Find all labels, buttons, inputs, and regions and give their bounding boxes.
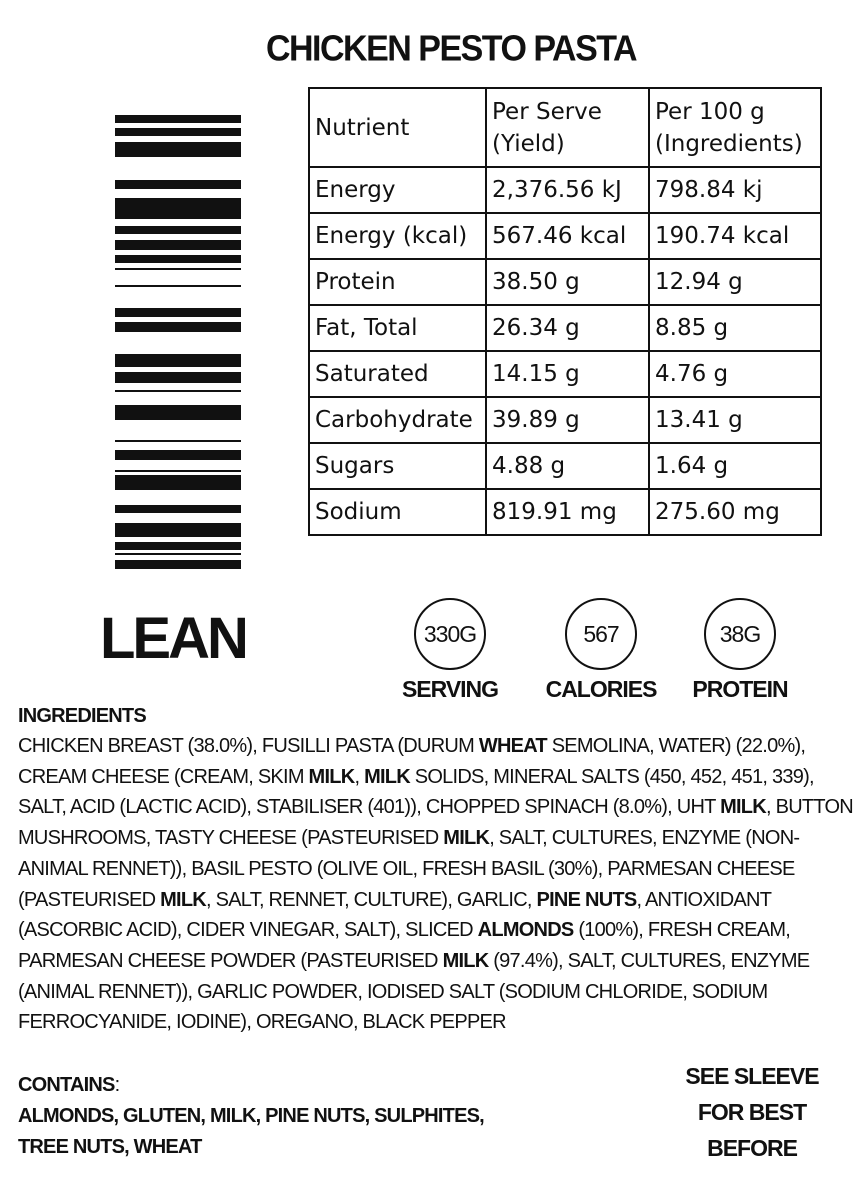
table-cell: Sodium [309, 489, 486, 535]
allergen-list-line: TREE NUTS, WHEAT [18, 1136, 202, 1158]
allergen-statement [18, 1070, 484, 1163]
table-row [309, 443, 821, 489]
table-row [309, 259, 821, 305]
ingredient-text: SOLIDS, MINERAL SALTS (450, 452, 451, 339), SALT, ACID (LACTIC ACID), STABILISER (401)), CHOPPED SPINACH (8.0%), UHT [18, 765, 814, 819]
table-cell: 26.34 g [486, 305, 649, 351]
table-cell: 4.88 g [486, 443, 649, 489]
table-cell: 275.60 mg [649, 489, 821, 535]
best-before-note [668, 1058, 836, 1166]
table-cell: Energy [309, 167, 486, 213]
stat-label: CALORIES [545, 676, 657, 702]
allergen-highlight: WHEAT [478, 735, 547, 757]
best-before-line: FOR BEST [697, 1099, 807, 1125]
allergen-highlight: PINE NUTS [536, 888, 637, 911]
ingredient-text: SEMOLINA, WATER) (22.0%), CREAM CHEESE (CREAM, SKIM [18, 735, 806, 788]
allergen-highlight: MILK [442, 949, 489, 972]
ingredient-text: (97.4%), SALT, CULTURES, ENZYME (ANIMAL RENNET)), GARLIC POWDER, IODISED SALT (SODIUM CHLORIDE, SODIUM FERROCYANIDE, IODINE), OREGANO, BLACK PEPPER [18, 949, 810, 1034]
table-cell: 38.50 g [486, 259, 649, 305]
ingredients-text [18, 731, 858, 1038]
table-cell: 14.15 g [486, 351, 649, 397]
table-cell: 190.74 kcal [649, 213, 821, 259]
table-cell: Energy (kcal) [309, 213, 486, 259]
table-cell: 39.89 g [486, 397, 649, 443]
table-cell: 798.84 kj [649, 167, 821, 213]
table-cell: 12.94 g [649, 259, 821, 305]
table-cell: 1.64 g [649, 443, 821, 489]
allergen-highlight: MILK [720, 796, 766, 819]
contains-colon: : [114, 1074, 120, 1096]
table-row [309, 489, 821, 535]
ingredient-text: CHICKEN BREAST (38.0%), FUSILLI PASTA (DURUM [18, 735, 479, 757]
allergen-highlight: MILK [308, 765, 355, 788]
table-cell: 4.76 g [649, 351, 821, 397]
stat-value: 38G [704, 598, 776, 670]
table-row [309, 351, 821, 397]
allergen-highlight: MILK [160, 888, 207, 911]
stat-label: PROTEIN [692, 676, 788, 702]
table-header-row [309, 88, 821, 167]
best-before-line: SEE SLEEVE [685, 1063, 819, 1089]
product-title: CHICKEN PESTO PASTA [265, 29, 637, 69]
header-cell: Per 100 g (Ingredients) [649, 88, 821, 167]
ingredient-text: , ANTIOXIDANT (ASCORBIC ACID), CIDER VINEGAR, SALT), SLICED [18, 888, 771, 942]
table-cell: Protein [309, 259, 486, 305]
table-cell: 8.85 g [649, 305, 821, 351]
table-cell: Fat, Total [309, 305, 486, 351]
stat-serving [380, 598, 520, 703]
table-row [309, 305, 821, 351]
stat-protein [670, 598, 810, 703]
table-cell: 13.41 g [649, 397, 821, 443]
ingredient-text: (100%), FRESH CREAM, PARMESAN CHEESE POWDER (PASTEURISED [18, 919, 791, 972]
header-cell: Per Serve (Yield) [486, 88, 649, 167]
table-row [309, 397, 821, 443]
best-before-line: BEFORE [707, 1135, 797, 1161]
stat-calories [531, 598, 671, 703]
allergen-highlight: ALMONDS [477, 919, 574, 942]
stat-value: 567 [565, 598, 637, 670]
header-cell: Nutrient [309, 88, 486, 167]
stat-label: SERVING [401, 676, 499, 702]
table-cell: 567.46 kcal [486, 213, 649, 259]
table-cell: Saturated [309, 351, 486, 397]
table-row [309, 213, 821, 259]
ingredient-text: , SALT, CULTURES, ENZYME (NON-ANIMAL RENNET)), BASIL PESTO (OLIVE OIL, FRESH BASIL (30%), PARMESAN CHEESE (PASTEURISED [18, 827, 800, 911]
barcode-graphic [115, 110, 241, 575]
table-cell: 819.91 mg [486, 489, 649, 535]
table-cell: Carbohydrate [309, 397, 486, 443]
table-cell: 2,376.56 kJ [486, 167, 649, 213]
stat-value: 330G [414, 598, 486, 670]
allergen-highlight: MILK [443, 827, 490, 850]
ingredients-heading: INGREDIENTS [18, 705, 146, 727]
table-row [309, 167, 821, 213]
ingredient-text: , [354, 765, 365, 788]
contains-label: CONTAINS [18, 1074, 115, 1096]
brand-logo: LEAN [100, 606, 246, 671]
ingredient-text: , BUTTON MUSHROOMS, TASTY CHEESE (PASTEURISED [18, 796, 853, 850]
table-cell: Sugars [309, 443, 486, 489]
ingredient-text: , SALT, RENNET, CULTURE), GARLIC, [206, 888, 537, 911]
allergen-list-line: ALMONDS, GLUTEN, MILK, PINE NUTS, SULPHITES, [18, 1105, 484, 1127]
nutrition-table [308, 87, 822, 536]
allergen-highlight: MILK [364, 765, 410, 788]
